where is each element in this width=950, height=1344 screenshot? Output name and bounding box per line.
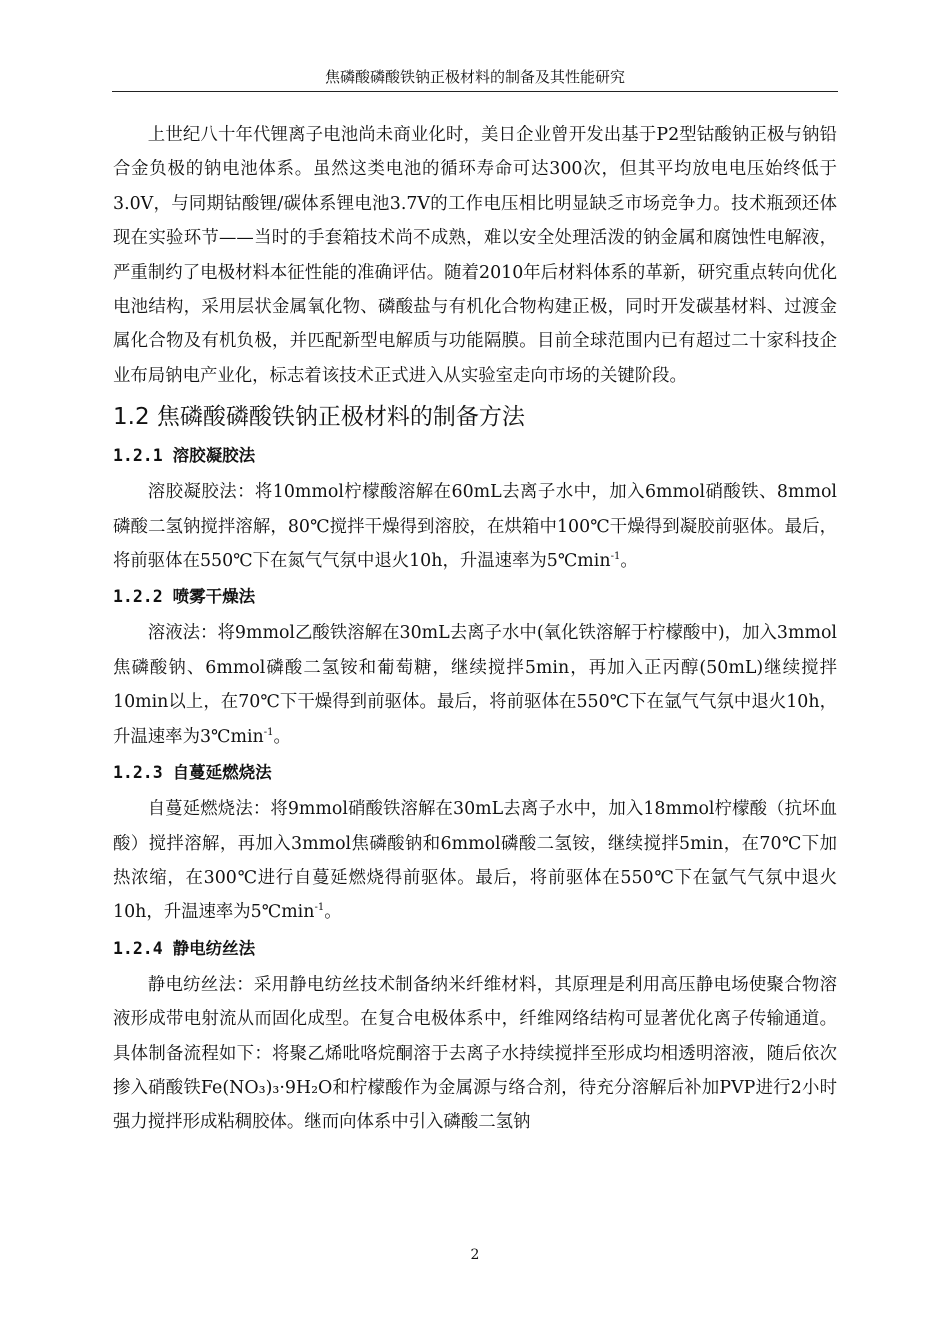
running-header: 焦磷酸磷酸铁钠正极材料的制备及其性能研究 xyxy=(324,68,625,86)
subsection-heading-1-2-2: 1.2.2 喷雾干燥法 xyxy=(113,587,256,607)
subsection-heading-1-2-1: 1.2.1 溶胶凝胶法 xyxy=(113,446,256,466)
spray-dry-text: 溶液法：将9mmol乙酸铁溶解在30mL去离子水中(氧化铁溶解于柠檬酸中)，加入3mmol焦磷酸钠、6mmol磷酸二氢铵和葡萄糖，继续搅拌5min，再加入正丙醇(50mL)继续搅拌10min以上，在70℃下干燥得到前驱体。最后，将前驱体在550℃下在氩气气氛中退火10h，升温速率为3℃min xyxy=(113,623,837,747)
subsection-heading-1-2-3: 1.2.3 自蔓延燃烧法 xyxy=(113,763,272,783)
combustion-paragraph xyxy=(113,792,837,930)
section-heading-1-2: 1.2 焦磷酸磷酸铁钠正极材料的制备方法 xyxy=(113,404,525,431)
sentence-end: 。 xyxy=(620,551,638,572)
superscript: -1 xyxy=(610,551,621,563)
intro-paragraph: 上世纪八十年代锂离子电池尚未商业化时，美日企业曾开发出基于P2型钴酸钠正极与钠铅合金负极的钠电池体系。虽然这类电池的循环寿命可达300次，但其平均放电电压始终低于3.0V，与同期钴酸锂/碳体系锂电池3.7V的工作电压相比明显缺乏市场竞争力。技术瓶颈还体现在实验环节——当时的手套箱技术尚不成熟，难以安全处理活泼的钠金属和腐蚀性电解液，严重制约了电极材料本征性能的准确评估。随着2010年后材料体系的革新，研究重点转向优化电池结构，采用层状金属氧化物、磷酸盐与有机化合物构建正极，同时开发碳基材料、过渡金属化合物及有机负极，并匹配新型电解质与功能隔膜。目前全球范围内已有超过二十家科技企业布局钠电产业化，标志着该技术正式进入从实验室走向市场的关键阶段。 xyxy=(113,125,837,386)
sol-gel-paragraph xyxy=(113,475,837,578)
header-divider xyxy=(112,91,838,92)
page-body xyxy=(113,118,837,1140)
combustion-text: 自蔓延燃烧法：将9mmol硝酸铁溶解在30mL去离子水中，加入18mmol柠檬酸（抗坏血酸）搅拌溶解，再加入3mmol焦磷酸钠和6mmol磷酸二氢铵，继续搅拌5min，在70℃下加热浓缩，在300℃进行自蔓延燃烧得前驱体。最后，将前驱体在550℃下在氩气气氛中退火10h，升温速率为5℃min xyxy=(113,799,837,923)
superscript: -1 xyxy=(263,726,274,738)
subsection-heading-1-2-4: 1.2.4 静电纺丝法 xyxy=(113,938,256,958)
superscript: -1 xyxy=(314,902,325,914)
sol-gel-text: 溶胶凝胶法：将10mmol柠檬酸溶解在60mL去离子水中，加入6mmol硝酸铁、8mmol磷酸二氢钠搅拌溶解，80℃搅拌干燥得到溶胶，在烘箱中100℃干燥得到凝胶前驱体。最后，将前驱体在550℃下在氮气气氛中退火10h，升温速率为5℃min xyxy=(113,482,837,572)
electrospin-paragraph: 静电纺丝法：采用静电纺丝技术制备纳米纤维材料，其原理是利用高压静电场使聚合物溶液形成带电射流从而固化成型。在复合电极体系中，纤维网络结构可显著优化离子传输通道。具体制备流程如下：将聚乙烯吡咯烷酮溶于去离子水持续搅拌至形成均相透明溶液，随后依次掺入硝酸铁Fe(NO₃)₃·9H₂O和柠檬酸作为金属源与络合剂，待充分溶解后补加PVP进行2小时强力搅拌形成粘稠胶体。继而向体系中引入磷酸二氢钠 xyxy=(113,974,837,1133)
sentence-end: 。 xyxy=(273,726,291,747)
page-number: 2 xyxy=(470,1247,480,1263)
sentence-end: 。 xyxy=(324,902,342,923)
spray-dry-paragraph xyxy=(113,616,837,754)
